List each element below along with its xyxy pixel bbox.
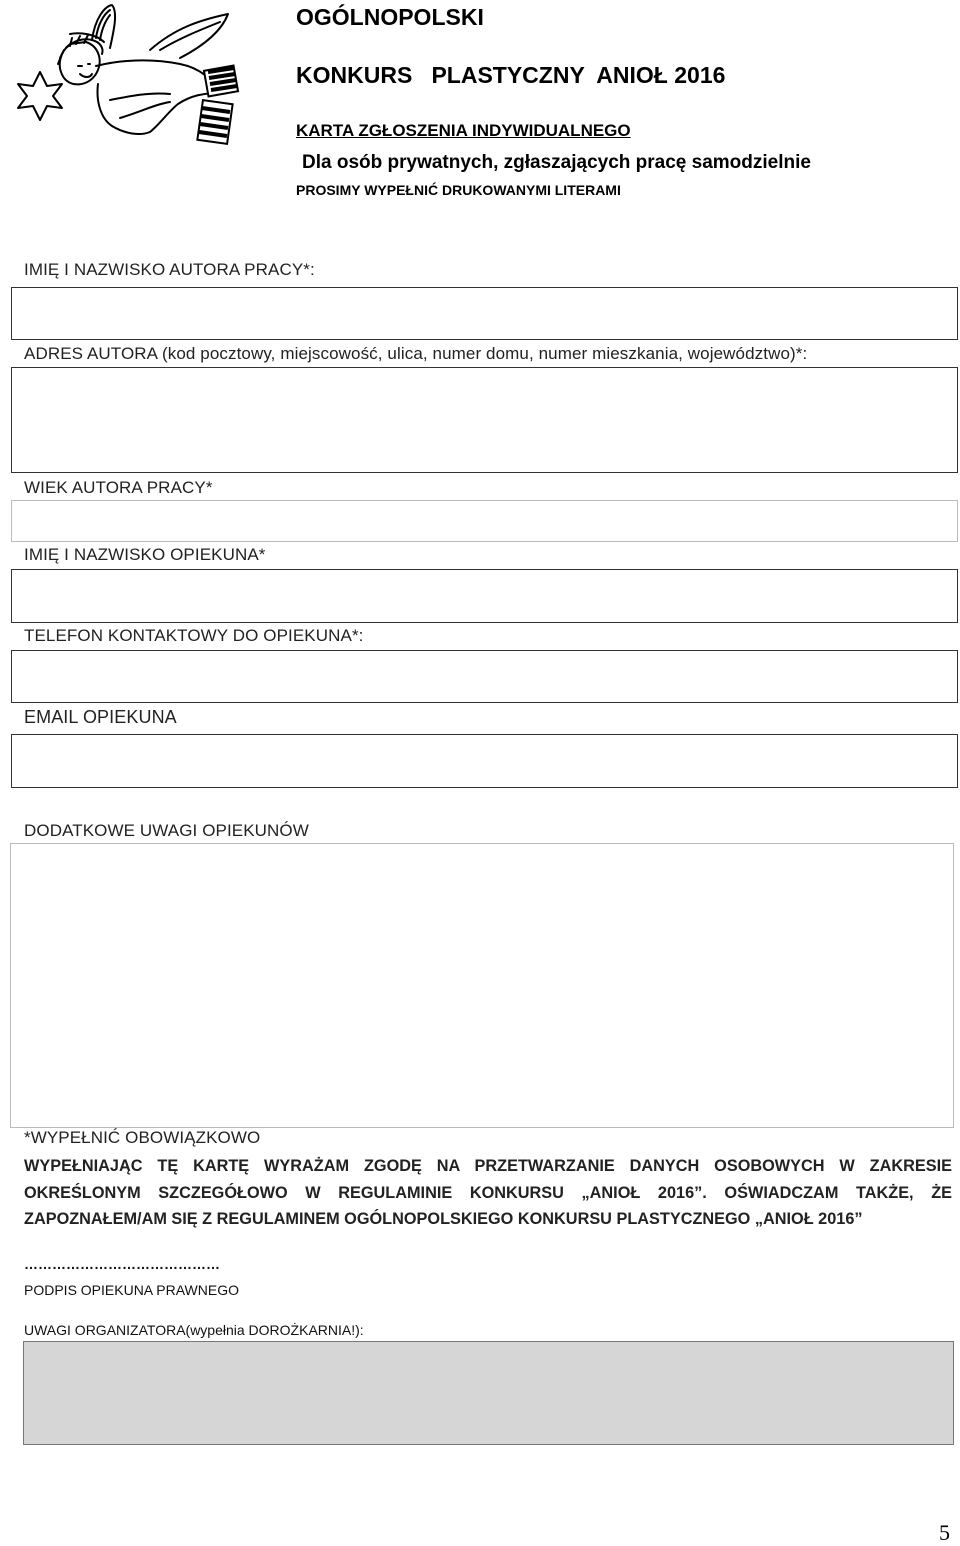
consent-statement: WYPEŁNIAJĄC TĘ KARTĘ WYRAŻAM ZGODĘ NA PRZETWARZANIE DANYCH OSOBOWYCH W ZAKRESIE OKREŚLONYM SZCZEGÓŁOWO W REGULAMINIE KONKURSU „ANIOŁ 2016”. OŚWIADCZAM TAKŻE, ŻE ZAPOZNAŁEM/AM SIĘ Z REGULAMINEM OGÓLNOPOLSKIEGO KONKURSU PLASTYCZNEGO „ANIOŁ 2016” — [24, 1157, 952, 1228]
author-age-label: WIEK AUTORA PRACY* — [24, 478, 213, 497]
guardian-email-field[interactable] — [11, 734, 958, 788]
form-instruction: PROSIMY WYPEŁNIĆ DRUKOWANYMI LITERAMI — [296, 182, 621, 198]
guardian-phone-label: TELEFON KONTAKTOWY DO OPIEKUNA*: — [24, 626, 364, 645]
guardian-notes-label: DODATKOWE UWAGI OPIEKUNÓW — [24, 821, 309, 840]
required-note: *WYPEŁNIĆ OBOWIĄZKOWO — [24, 1128, 261, 1147]
guardian-notes-field[interactable] — [10, 843, 954, 1128]
author-age-field[interactable] — [11, 500, 958, 542]
form-title: KARTA ZGŁOSZENIA INDYWIDUALNEGO — [296, 121, 631, 140]
organizer-notes-box — [23, 1341, 954, 1445]
guardian-phone-field[interactable] — [11, 650, 958, 703]
header-title-line2: KONKURS PLASTYCZNY ANIOŁ 2016 — [296, 62, 726, 88]
author-address-field[interactable] — [11, 367, 958, 473]
guardian-name-field[interactable] — [11, 569, 958, 623]
signature-line: …………………………………… — [24, 1256, 220, 1272]
angel-illustration — [0, 0, 260, 150]
header-title-line1: OGÓLNOPOLSKI — [296, 4, 484, 30]
guardian-email-label: EMAIL OPIEKUNA — [24, 707, 177, 727]
form-subtitle: Dla osób prywatnych, zgłaszających pracę samodzielnie — [302, 152, 811, 173]
guardian-name-label: IMIĘ I NAZWISKO OPIEKUNA* — [24, 545, 266, 564]
page-number: 5 — [939, 1520, 950, 1545]
author-name-field[interactable] — [11, 287, 958, 340]
signature-label: PODPIS OPIEKUNA PRAWNEGO — [24, 1282, 239, 1298]
author-name-label: IMIĘ I NAZWISKO AUTORA PRACY*: — [24, 260, 315, 279]
author-address-label: ADRES AUTORA (kod pocztowy, miejscowość, ulica, numer domu, numer mieszkania, województwo)*: — [24, 344, 808, 363]
organizer-notes-label: UWAGI ORGANIZATORA(wypełnia DOROŻKARNIA!): — [24, 1322, 364, 1338]
